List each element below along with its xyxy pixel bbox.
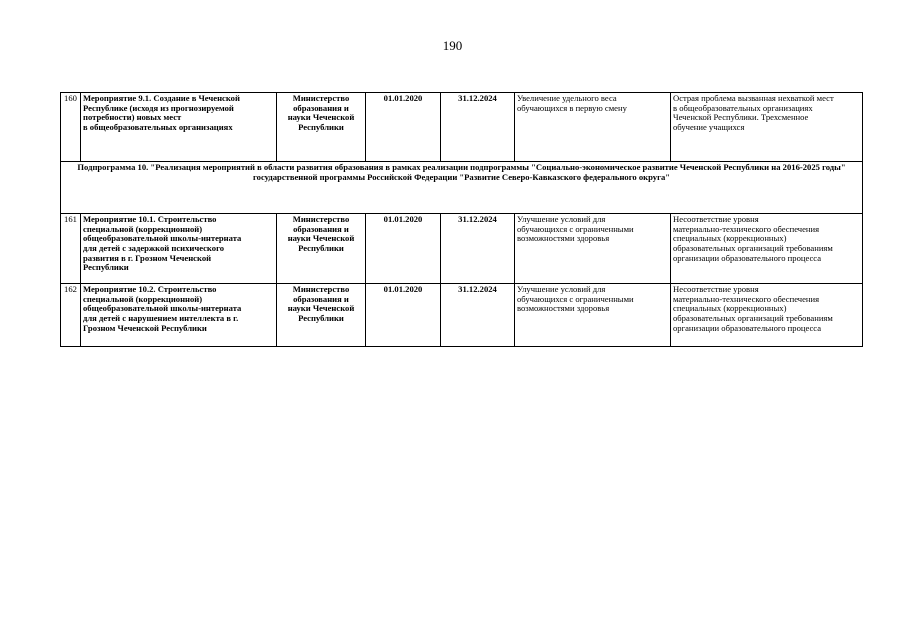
table-row	[61, 93, 863, 162]
executor: Министерство образования и науки Чеченской Республики	[287, 93, 355, 132]
subprogram-title: Подпрограмма 10. "Реализация мероприятий в области развития образования в рамках реализации подпрограммы "Социально-экономическое развитие Чеченской Республики на 2016-2025 годы" государственной программы Российской Федерации "Развитие Северо-Кавказского федерального округа"	[61, 162, 863, 214]
consequence: Несоответствие уровня материально-технического обеспечения специальных (коррекционных) образовательных организаций требованиям организации образовательного процесса	[673, 214, 833, 263]
table-row	[61, 284, 863, 347]
measure-name: Мероприятие 10.1. Строительство специальной (коррекционной) общеобразовательной школы-интерната для детей с задержкой психического развития в г. Грозном Чеченской Республики	[83, 214, 242, 273]
subprogram-row	[61, 162, 863, 214]
row-number: 162	[61, 284, 81, 347]
end-date: 31.12.2024	[441, 214, 515, 284]
start-date: 01.01.2020	[366, 284, 441, 347]
measure-name: Мероприятие 10.2. Строительство специальной (коррекционной) общеобразовательной школы-интерната для детей с нарушением интеллекта в г. Грозном Чеченской Республики	[83, 284, 242, 333]
expected-result: Улучшение условий для обучающихся с ограниченными возможностями здоровья	[517, 284, 634, 314]
executor: Министерство образования и науки Чеченской Республики	[287, 284, 355, 323]
executor: Министерство образования и науки Чеченской Республики	[287, 214, 355, 253]
start-date: 01.01.2020	[366, 214, 441, 284]
table-row	[61, 214, 863, 284]
page-number: 190	[442, 38, 463, 53]
end-date: 31.12.2024	[441, 284, 515, 347]
expected-result: Улучшение условий для обучающихся с ограниченными возможностями здоровья	[517, 214, 634, 244]
row-number: 161	[61, 214, 81, 284]
start-date: 01.01.2020	[366, 93, 441, 162]
end-date: 31.12.2024	[441, 93, 515, 162]
row-number: 160	[61, 93, 81, 162]
measures-table	[60, 92, 863, 347]
consequence: Острая проблема вызванная нехваткой мест в общеобразовательных организациях Чеченской Республики. Трехсменное обучение учащихся	[673, 93, 834, 132]
expected-result: Увеличение удельного веса обучающихся в первую смену	[517, 93, 627, 113]
consequence: Несоответствие уровня материально-технического обеспечения специальных (коррекционных) образовательных организаций требованиям организации образовательного процесса	[673, 284, 833, 333]
measure-name: Мероприятие 9.1. Создание в Чеченской Республике (исходя из прогнозируемой потребности) новых мест в общеобразовательных организациях	[83, 93, 240, 132]
